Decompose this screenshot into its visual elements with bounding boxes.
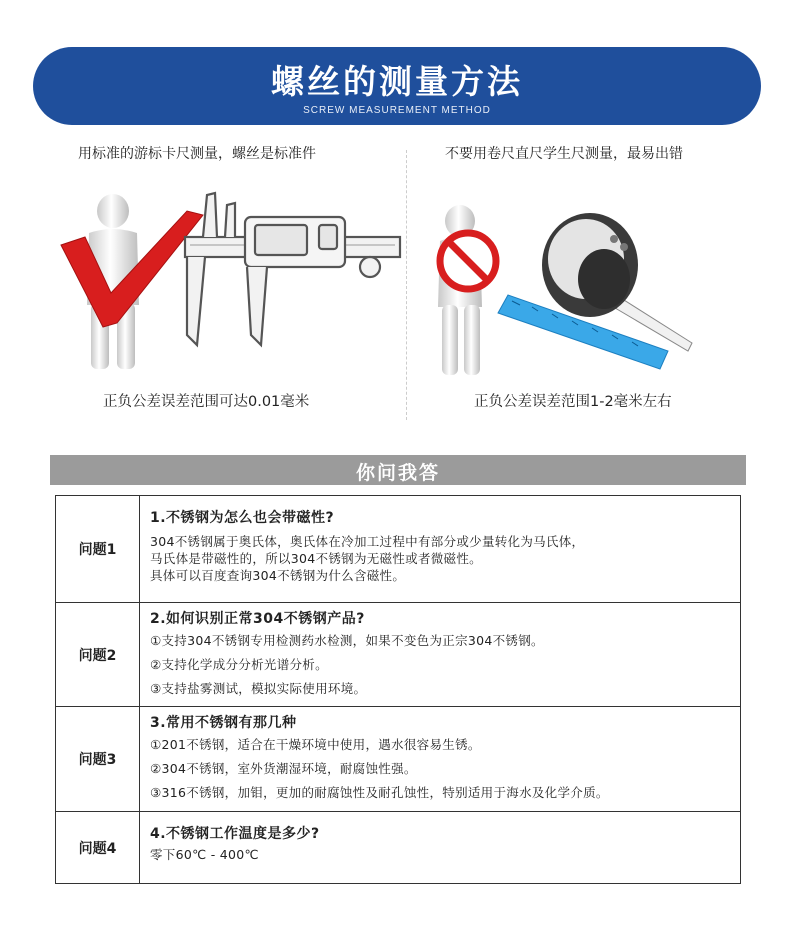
qa-row-1 xyxy=(56,496,740,602)
qa-row-3 xyxy=(56,706,740,811)
qa-answer xyxy=(140,603,740,706)
qa-question: 4.不锈钢工作温度是多少? xyxy=(150,826,320,842)
qa-header-title: 你问我答 xyxy=(355,462,440,484)
comparison-divider xyxy=(406,150,407,420)
page-title: 螺丝的测量方法 xyxy=(271,62,523,101)
qa-answer-line: ③316不锈钢，加钼，更加的耐腐蚀性及耐孔蚀性，特别适用于海水及化学介质。 xyxy=(150,785,609,800)
qa-label: 问题2 xyxy=(56,603,140,706)
right-caption: 不要用卷尺直尺学生尺测量，最易出错 xyxy=(445,146,683,162)
qa-row-4 xyxy=(56,811,740,883)
qa-answer-line: 零下60℃ - 400℃ xyxy=(150,847,259,862)
qa-row-2 xyxy=(56,602,740,706)
caliper-icon xyxy=(185,193,400,345)
caliper-illustration xyxy=(55,185,405,385)
qa-answer-line: ②304不锈钢，室外货潮湿环境，耐腐蚀性强。 xyxy=(150,761,417,776)
qa-table xyxy=(55,495,741,884)
tape-measure-illustration xyxy=(420,195,720,380)
qa-answer-line: ①201不锈钢，适合在干燥环境中使用，遇水很容易生锈。 xyxy=(150,737,481,752)
header-banner xyxy=(33,47,761,125)
qa-label: 问题4 xyxy=(56,812,140,883)
qa-answer-line: 具体可以百度查询304不锈钢为什么含磁性。 xyxy=(150,568,406,583)
qa-header xyxy=(50,455,746,485)
left-caption: 用标准的游标卡尺测量，螺丝是标准件 xyxy=(78,146,316,162)
qa-answer xyxy=(140,496,740,602)
left-tolerance-note: 正负公差误差范围可达0.01毫米 xyxy=(103,394,310,410)
right-tolerance-note: 正负公差误差范围1-2毫米左右 xyxy=(474,394,672,410)
prohibited-icon xyxy=(440,233,496,289)
qa-answer-line: ①支持304不锈钢专用检测药水检测，如果不变色为正宗304不锈钢。 xyxy=(150,633,544,648)
qa-label: 问题1 xyxy=(56,496,140,602)
qa-question: 1.不锈钢为怎么也会带磁性? xyxy=(150,510,335,526)
qa-label: 问题3 xyxy=(56,707,140,811)
qa-question: 3.常用不锈钢有那几种 xyxy=(150,715,297,731)
qa-answer-line: 马氏体是带磁性的，所以304不锈钢为无磁性或者微磁性。 xyxy=(150,551,482,566)
qa-answer-line: ②支持化学成分分析光谱分析。 xyxy=(150,657,328,672)
qa-answer-line: 304不锈钢属于奥氏体，奥氏体在冷加工过程中有部分或少量转化为马氏体， xyxy=(150,534,585,549)
qa-answer-line: ③支持盐雾测试，模拟实际使用环境。 xyxy=(150,681,367,696)
qa-question: 2.如何识别正常304不锈钢产品? xyxy=(150,611,365,627)
page-subtitle: SCREW MEASUREMENT METHOD xyxy=(303,105,491,116)
qa-answer xyxy=(140,812,740,883)
qa-answer xyxy=(140,707,740,811)
